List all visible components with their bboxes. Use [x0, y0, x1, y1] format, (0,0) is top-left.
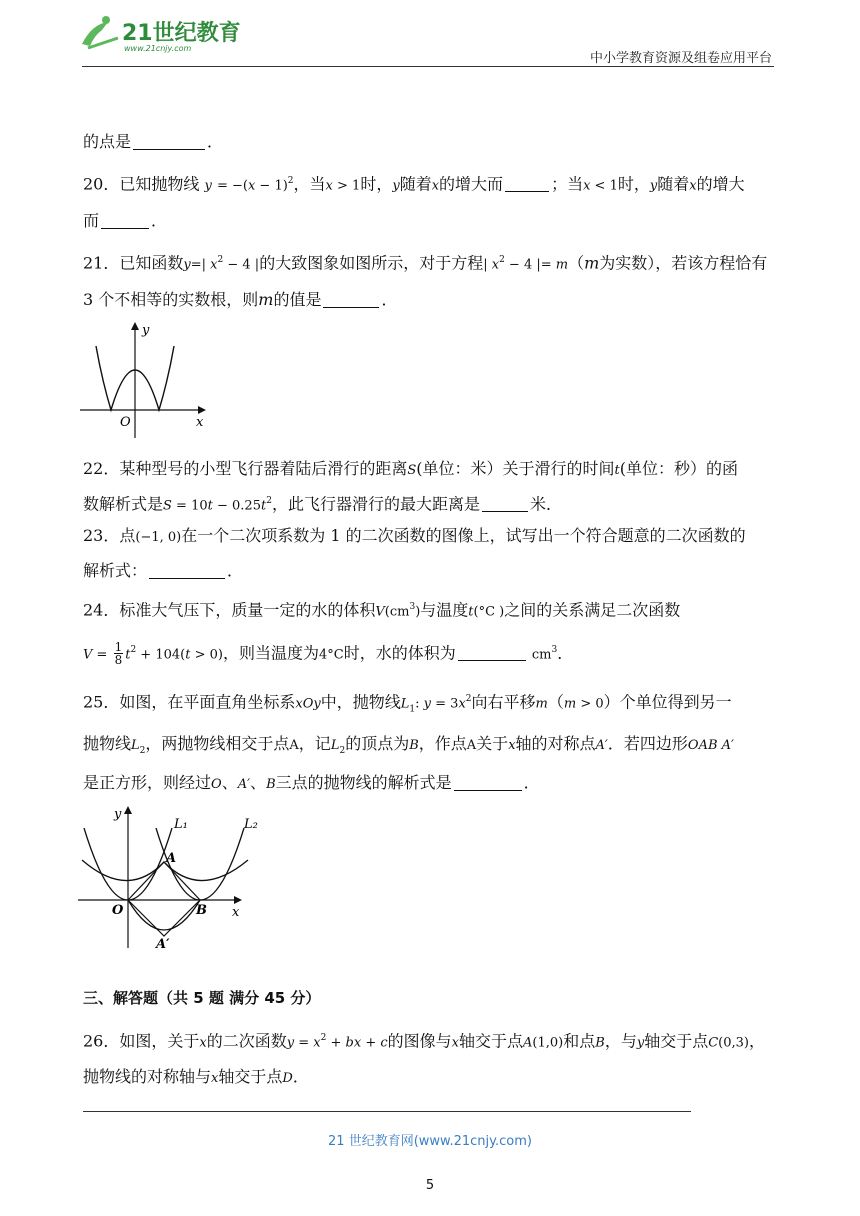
- site-logo: [78, 14, 248, 54]
- origin-label: O: [120, 415, 131, 430]
- y-label: y: [142, 323, 150, 338]
- question-20-line2: 而 ．: [83, 211, 168, 230]
- l1-label: L₁: [174, 817, 188, 832]
- question-21-line2: 3 个不相等的实数根，则m的值是 ．: [83, 290, 398, 309]
- page-number: 5: [425, 1178, 435, 1193]
- section-title: 三、解答题（共 5 题 满分 45 分）: [83, 989, 321, 1007]
- x-label: x: [196, 415, 204, 430]
- question-25: 25．如图，在平面直角坐标系xOy中，抛物线$L_1$: $y = 3x^2$向右平移m（m > 0）个单位得到另一: [83, 692, 732, 715]
- question-24-line2: V = $\frac{1}{8}$ $t^2 + 104(t > 0)$，则当温度为4°C时，水的体积为 $cm^3$．: [83, 640, 574, 668]
- q21-graph: [80, 320, 210, 440]
- logo-text: 21世纪教育: [122, 21, 241, 46]
- platform-title: 中小学教育资源及组卷应用平台: [589, 51, 772, 66]
- point-b-label: B: [196, 903, 207, 918]
- question-23-line2: 解析式： ．: [83, 561, 244, 580]
- question-25-line2: 抛物线$L_2$，两抛物线相交于点A，记$L_2$的顶点为B，作点A关于x轴的对称点A′．若四边形OAB A′: [83, 734, 734, 757]
- question-26-line2: 抛物线的对称轴与x轴交于点D．: [83, 1067, 309, 1086]
- question-24: 24．标准大气压下，质量一定的水的体积$V(cm^3)$与温度t(°C )之间的关系满足二次函数: [83, 600, 681, 620]
- footer-site[interactable]: 21 世纪教育网(www.21cnjy.com): [328, 1134, 532, 1149]
- question-21: 21．已知函数y=| $x^2 - 4$ |的大致图象如图所示，对于方程| $x^2 - 4$ |= m（m为实数），若该方程恰有: [83, 253, 768, 273]
- l2-label: L₂: [244, 817, 258, 832]
- q25-graph: [78, 800, 278, 960]
- question-20: 20．已知抛物线 $y = -(x - 1)^2$，当x > 1时，y随着x的增大而 ；当x < 1时，y随着x的增大: [83, 174, 745, 194]
- question-22-line2: 数解析式是$S = 10t - 0.25t^2$，此飞行器滑行的最大距离是 米．: [83, 494, 562, 514]
- logo-url: www.21cnjy.com: [124, 44, 192, 53]
- q19-tail: 的点是 ．: [83, 132, 224, 151]
- question-26: 26．如图，关于x的二次函数$y = x^2$ + bx + c的图像与x轴交于点A(1,0)和点B，与y轴交于点C(0,3)，: [83, 1031, 765, 1051]
- x-label: x: [232, 905, 240, 920]
- square-oaba2: [128, 862, 200, 936]
- question-22: 22．某种型号的小型飞行器着陆后滑行的距离S(单位：米）关于滑行的时间t(单位：秒）的函: [83, 459, 739, 478]
- footer-divider: [83, 1111, 691, 1112]
- origin-label: O: [112, 903, 124, 918]
- point-a-label: A: [166, 851, 177, 866]
- question-23: 23．点(−1, 0)在一个二次项系数为 1 的二次函数的图像上，试写出一个符合题意的二次函数的: [83, 526, 746, 545]
- point-a-prime-label: A′: [156, 937, 170, 952]
- y-label: y: [114, 807, 122, 822]
- header-divider: [82, 66, 774, 67]
- question-25-line3: 是正方形，则经过O、A′、B三点的抛物线的解析式是 ．: [83, 773, 540, 792]
- parabola-lower: [128, 900, 200, 930]
